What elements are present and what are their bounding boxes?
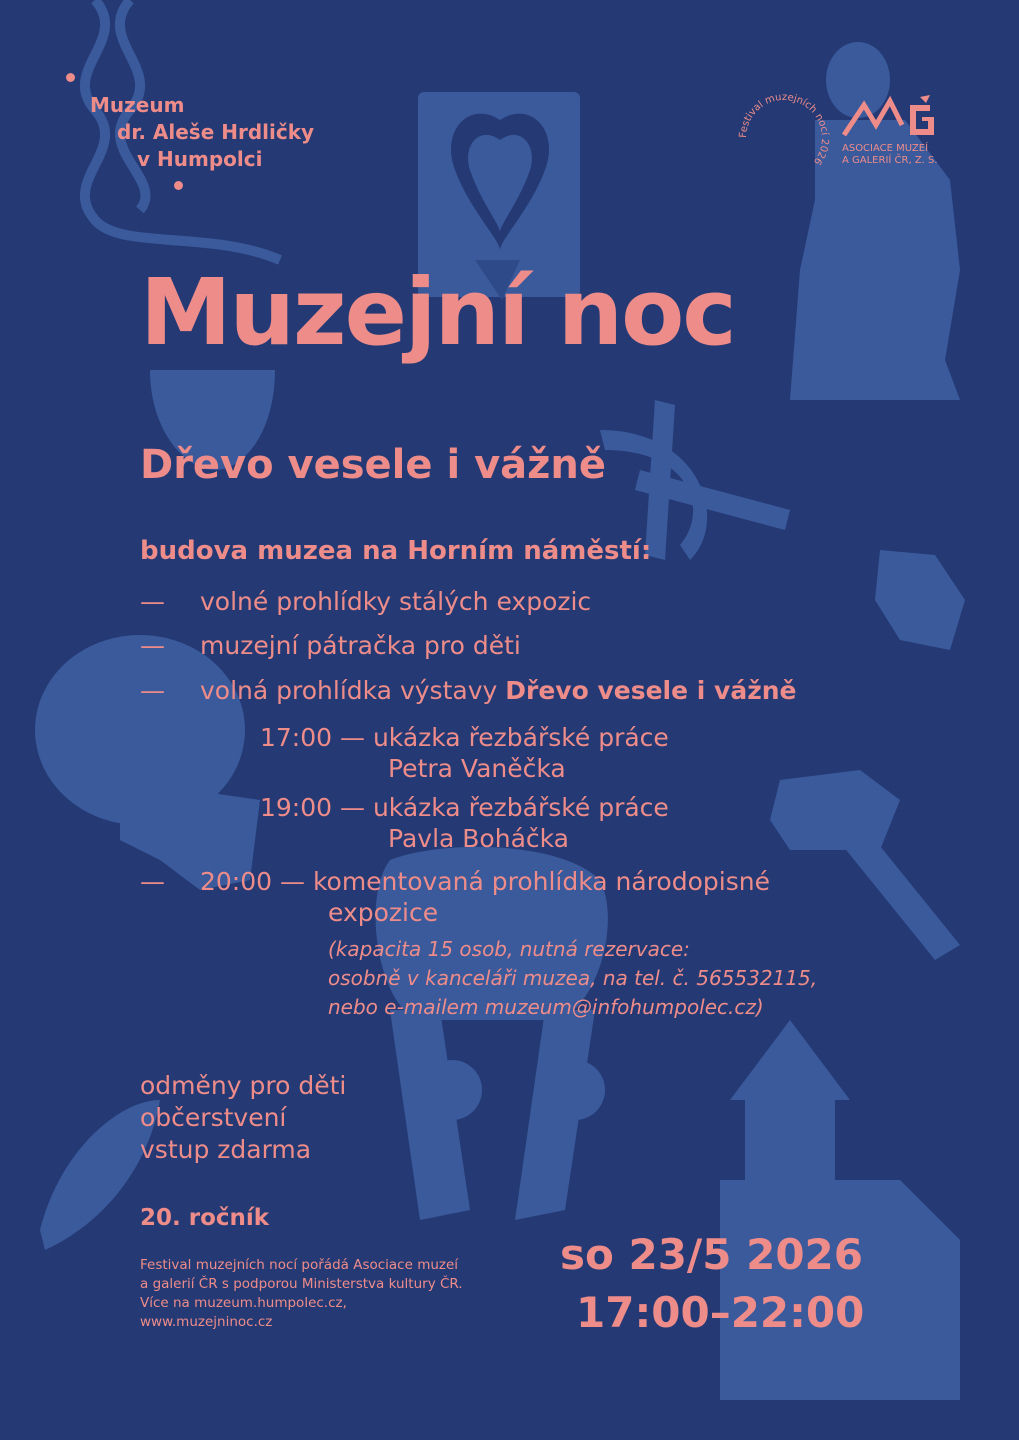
footer-line2: a galerií ČR s podporou Ministerstva kultury ČR. [140, 1276, 463, 1292]
hammer-illustration [770, 770, 960, 960]
decor-dot [174, 181, 183, 190]
footer-line3: Více na muzeum.humpolec.cz, [140, 1295, 347, 1311]
association-line1: ASOCIACE MUZEÍ [842, 143, 929, 154]
program-item-2: muzejní pátračka pro děti [200, 631, 521, 660]
program-item-4-line2: expozice [328, 898, 439, 927]
reservation-note-line1: (kapacita 15 osob, nutná rezervace: [328, 937, 690, 961]
svg-text:Festival muzejních nocí 2026 [738, 92, 831, 167]
program-item-3-exhibition: Dřevo vesele i vážně [505, 676, 797, 705]
demo-1-line1: 17:00 — ukázka řezbářské práce [260, 723, 669, 752]
moon-icon [772, 118, 792, 158]
extras-line2: občerstvení [140, 1103, 287, 1132]
footer-line1: Festival muzejních nocí pořádá Asociace muzeí [140, 1257, 459, 1273]
museum-name-line2: dr. Aleše Hrdličky [117, 120, 315, 144]
list-dash: — [140, 676, 165, 705]
festival-logo [736, 90, 832, 186]
program-item-1: volné prohlídky stálých expozic [200, 587, 592, 616]
reservation-note-line2: osobně v kanceláři muzea, na tel. č. 565532115, [328, 966, 818, 990]
event-date-time [560, 1226, 864, 1342]
museum-name-line3: v Humpolci [137, 147, 263, 171]
reservation-note [328, 935, 817, 1022]
page-title: Muzejní noc [140, 259, 735, 366]
demo-1-line2: Petra Vaněčka [388, 754, 566, 783]
museum-name [90, 92, 410, 173]
extras-line1: odměny pro děti [140, 1071, 347, 1100]
demo-2-line1: 19:00 — ukázka řezbářské práce [260, 793, 669, 822]
skull-illustration [35, 635, 260, 890]
exhibition-subtitle: Dřevo vesele i vážně [140, 442, 607, 488]
association-name [842, 143, 938, 167]
association-line2: A GALERIÍ ČR, Z. S. [842, 155, 938, 166]
reservation-note-line3: nebo e-mailem muzeum@infohumpolec.cz) [328, 995, 764, 1019]
event-time: 17:00–22:00 [576, 1288, 865, 1337]
program-item-3 [200, 675, 797, 707]
festival-ring-text: Festival muzejních nocí 2026 [737, 91, 831, 167]
list-dash: — [140, 867, 165, 896]
church-illustration [720, 1020, 960, 1400]
program-item-3-text: volná prohlídka výstavy [200, 676, 506, 705]
museum-name-line1: Muzeum [90, 93, 185, 117]
decor-dot [66, 73, 75, 82]
venue-heading: budova muzea na Horním náměstí: [140, 536, 652, 566]
demo-2-line2: Pavla Boháčka [388, 824, 569, 853]
list-dash: — [140, 631, 165, 660]
fragment-illustration [875, 550, 965, 650]
program-item-4-line1: 20:00 — komentovaná prohlídka národopisné [200, 867, 770, 896]
extras [140, 1070, 346, 1166]
footer-text [140, 1256, 463, 1332]
edition-label: 20. ročník [140, 1205, 270, 1231]
extras-line3: vstup zdarma [140, 1135, 312, 1164]
list-dash: — [140, 587, 165, 616]
footer-line4: www.muzejninoc.cz [140, 1314, 273, 1330]
event-date: so 23/5 2026 [560, 1230, 864, 1279]
amg-logo-icon [840, 95, 940, 141]
